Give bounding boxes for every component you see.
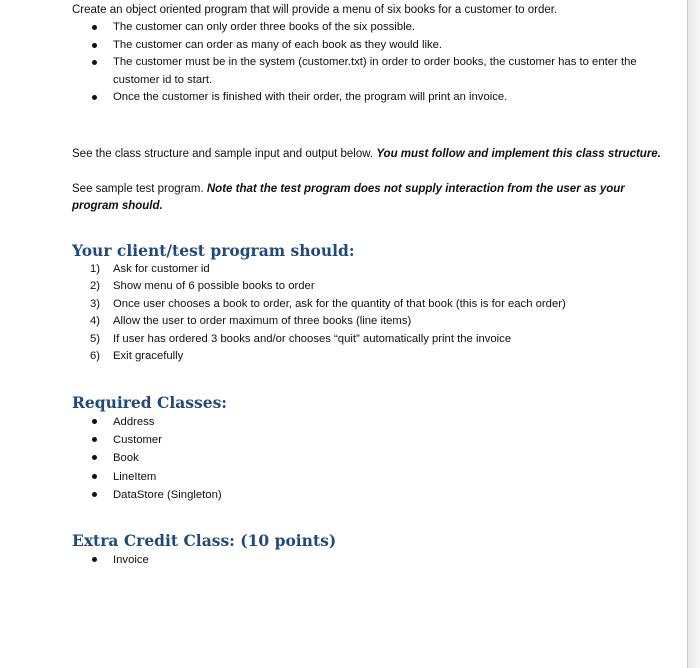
step-text: If user has ordered 3 books and/or chooses “quit” automatically print the invoice bbox=[113, 332, 512, 345]
rule-item: The customer can order as many of each book as they would like. bbox=[72, 37, 662, 55]
document-body bbox=[72, 0, 662, 569]
extra-credit-heading: Extra Credit Class: (10 points) bbox=[72, 531, 337, 551]
test-program-emphasis: Note that the test program does not supply interaction from the user as your program should. bbox=[72, 182, 625, 212]
intro-paragraph: Create an object oriented program that will provide a menu of six books for a customer to order. bbox=[72, 4, 558, 16]
required-classes-heading: Required Classes: bbox=[72, 393, 228, 413]
class-item: Book bbox=[72, 449, 662, 467]
rules-list bbox=[72, 19, 662, 107]
client-steps-list bbox=[72, 261, 662, 367]
class-item: LineItem bbox=[72, 468, 662, 486]
step-number: 3) bbox=[90, 297, 101, 310]
step-number: 4) bbox=[90, 315, 101, 328]
step-number: 2) bbox=[90, 280, 101, 293]
class-item: DataStore (Singleton) bbox=[72, 486, 662, 504]
rule-item: The customer can only order three books of the six possible. bbox=[72, 19, 662, 37]
step-number: 5) bbox=[90, 332, 101, 345]
step-text: Exit gracefully bbox=[113, 350, 184, 363]
test-program-text: See sample test program. bbox=[72, 182, 207, 195]
rule-item: The customer must be in the system (customer.txt) in order to order books, the customer has to enter the customer id to start. bbox=[72, 54, 662, 89]
step-item bbox=[72, 278, 662, 296]
rule-item: Once the customer is finished with their order, the program will print an invoice. bbox=[72, 89, 662, 107]
page-edge-shadow bbox=[688, 0, 700, 668]
class-structure-emphasis: You must follow and implement this class structure. bbox=[376, 147, 661, 160]
class-structure-paragraph bbox=[72, 146, 662, 163]
client-heading: Your client/test program should: bbox=[72, 240, 355, 260]
extra-credit-list bbox=[72, 551, 662, 569]
step-item bbox=[72, 348, 662, 366]
step-item bbox=[72, 296, 662, 314]
page-edge bbox=[687, 0, 688, 668]
class-item: Address bbox=[72, 413, 662, 431]
test-program-paragraph bbox=[72, 181, 662, 215]
step-item bbox=[72, 261, 662, 279]
step-item bbox=[72, 313, 662, 331]
step-number: 6) bbox=[90, 350, 101, 363]
step-text: Allow the user to order maximum of three books (line items) bbox=[113, 315, 412, 328]
step-text: Once user chooses a book to order, ask for the quantity of that book (this is for each order) bbox=[113, 297, 566, 310]
class-item: Invoice bbox=[72, 551, 662, 569]
step-number: 1) bbox=[90, 262, 101, 275]
class-item: Customer bbox=[72, 431, 662, 449]
required-classes-list bbox=[72, 413, 662, 504]
step-text: Ask for customer id bbox=[113, 262, 210, 275]
class-structure-text: See the class structure and sample input and output below. bbox=[72, 147, 377, 160]
step-item bbox=[72, 331, 662, 349]
step-text: Show menu of 6 possible books to order bbox=[113, 280, 315, 293]
